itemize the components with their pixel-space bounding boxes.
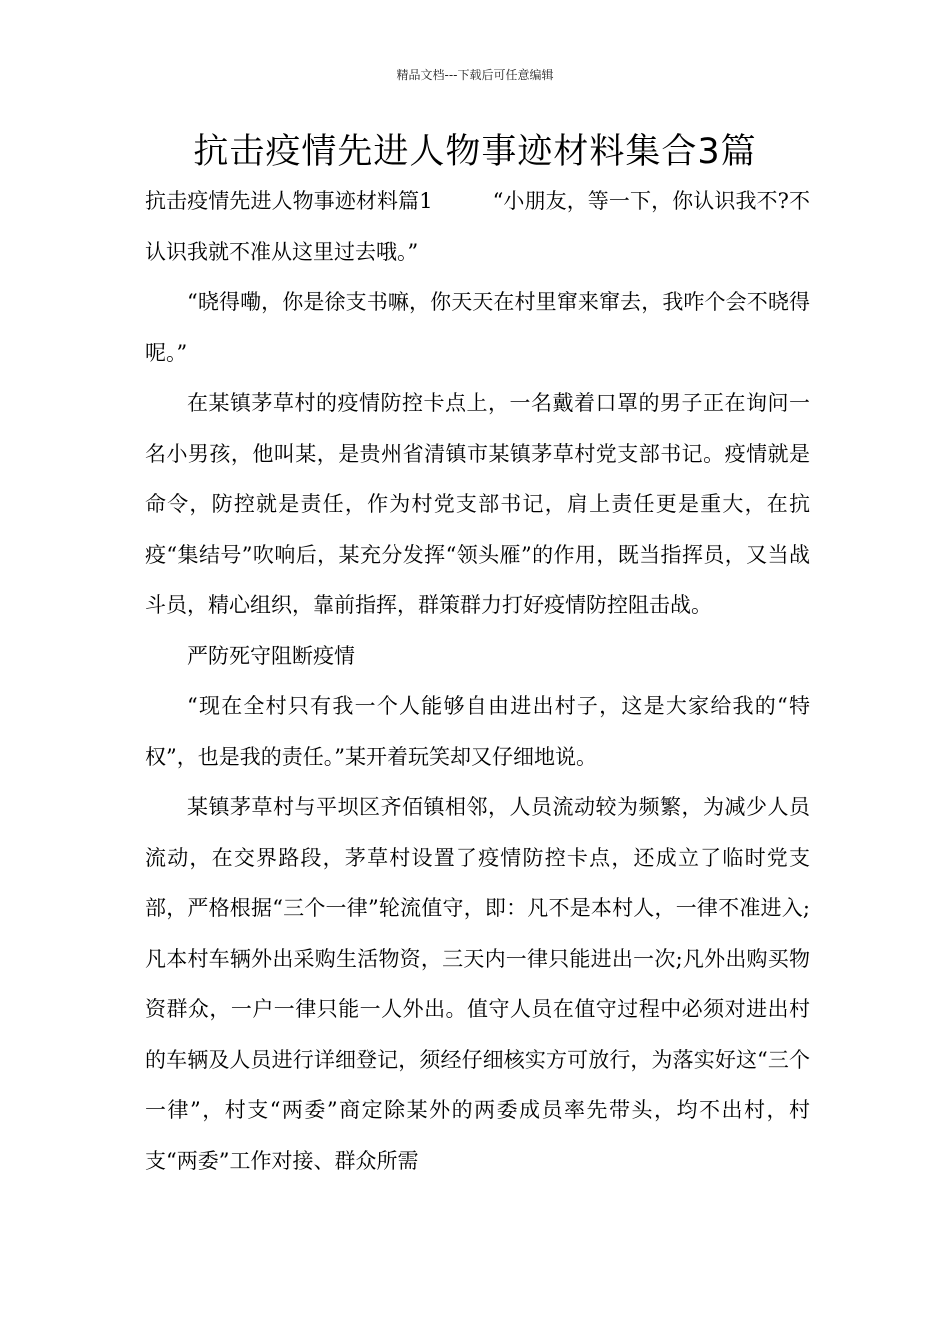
paragraph-3: 在某镇茅草村的疫情防控卡点上，一名戴着口罩的男子正在询问一名小男孩，他叫某，是贵州省清镇市某镇茅草村党支部书记。疫情就是命令，防控就是责任，作为村党支部书记，肩上责任更是重大，在抗疫“集结号”吹响后，某充分发挥“领头雁”的作用，既当指挥员，又当战斗员，精心组织，靠前指挥，群策群力打好疫情防控阻击战。 — [145, 391, 810, 617]
document-body — [145, 176, 810, 1186]
header-note: 精品文档---下载后可任意编辑 — [396, 68, 554, 82]
paragraph-1-text: “小朋友，等一下，你认识我不?不认识我就不准从这里过去哦。” — [145, 189, 810, 264]
section-label: 抗击疫情先进人物事迹材料篇1 — [145, 189, 433, 213]
paragraph-5: 某镇茅草村与平坝区齐佰镇相邻，人员流动较为频繁，为减少人员流动，在交界路段，茅草村设置了疫情防控卡点，还成立了临时党支部，严格根据“三个一律”轮流值守，即：凡不是本村人，一律不准进入;凡本村车辆外出采购生活物资，三天内一律只能进出一次;凡外出购买物资群众，一户一律只能一人外出。值守人员在值守过程中必须对进出村的车辆及人员进行详细登记，须经仔细核实方可放行，为落实好这“三个一律”，村支“两委”商定除某外的两委成员率先带头，均不出村，村支“两委”工作对接、群众所需 — [145, 795, 810, 1173]
paragraph-4: “现在全村只有我一个人能够自由进出村子，这是大家给我的“特权”，也是我的责任。”某开着玩笑却又仔细地说。 — [145, 694, 810, 769]
paragraph-2: “晓得嘞，你是徐支书嘛，你天天在村里窜来窜去，我咋个会不晓得呢。” — [145, 290, 810, 365]
subheading: 严防死守阻断疫情 — [187, 643, 355, 668]
document-title: 抗击疫情先进人物事迹材料集合3篇 — [193, 132, 757, 172]
paragraph-1 — [145, 176, 810, 277]
